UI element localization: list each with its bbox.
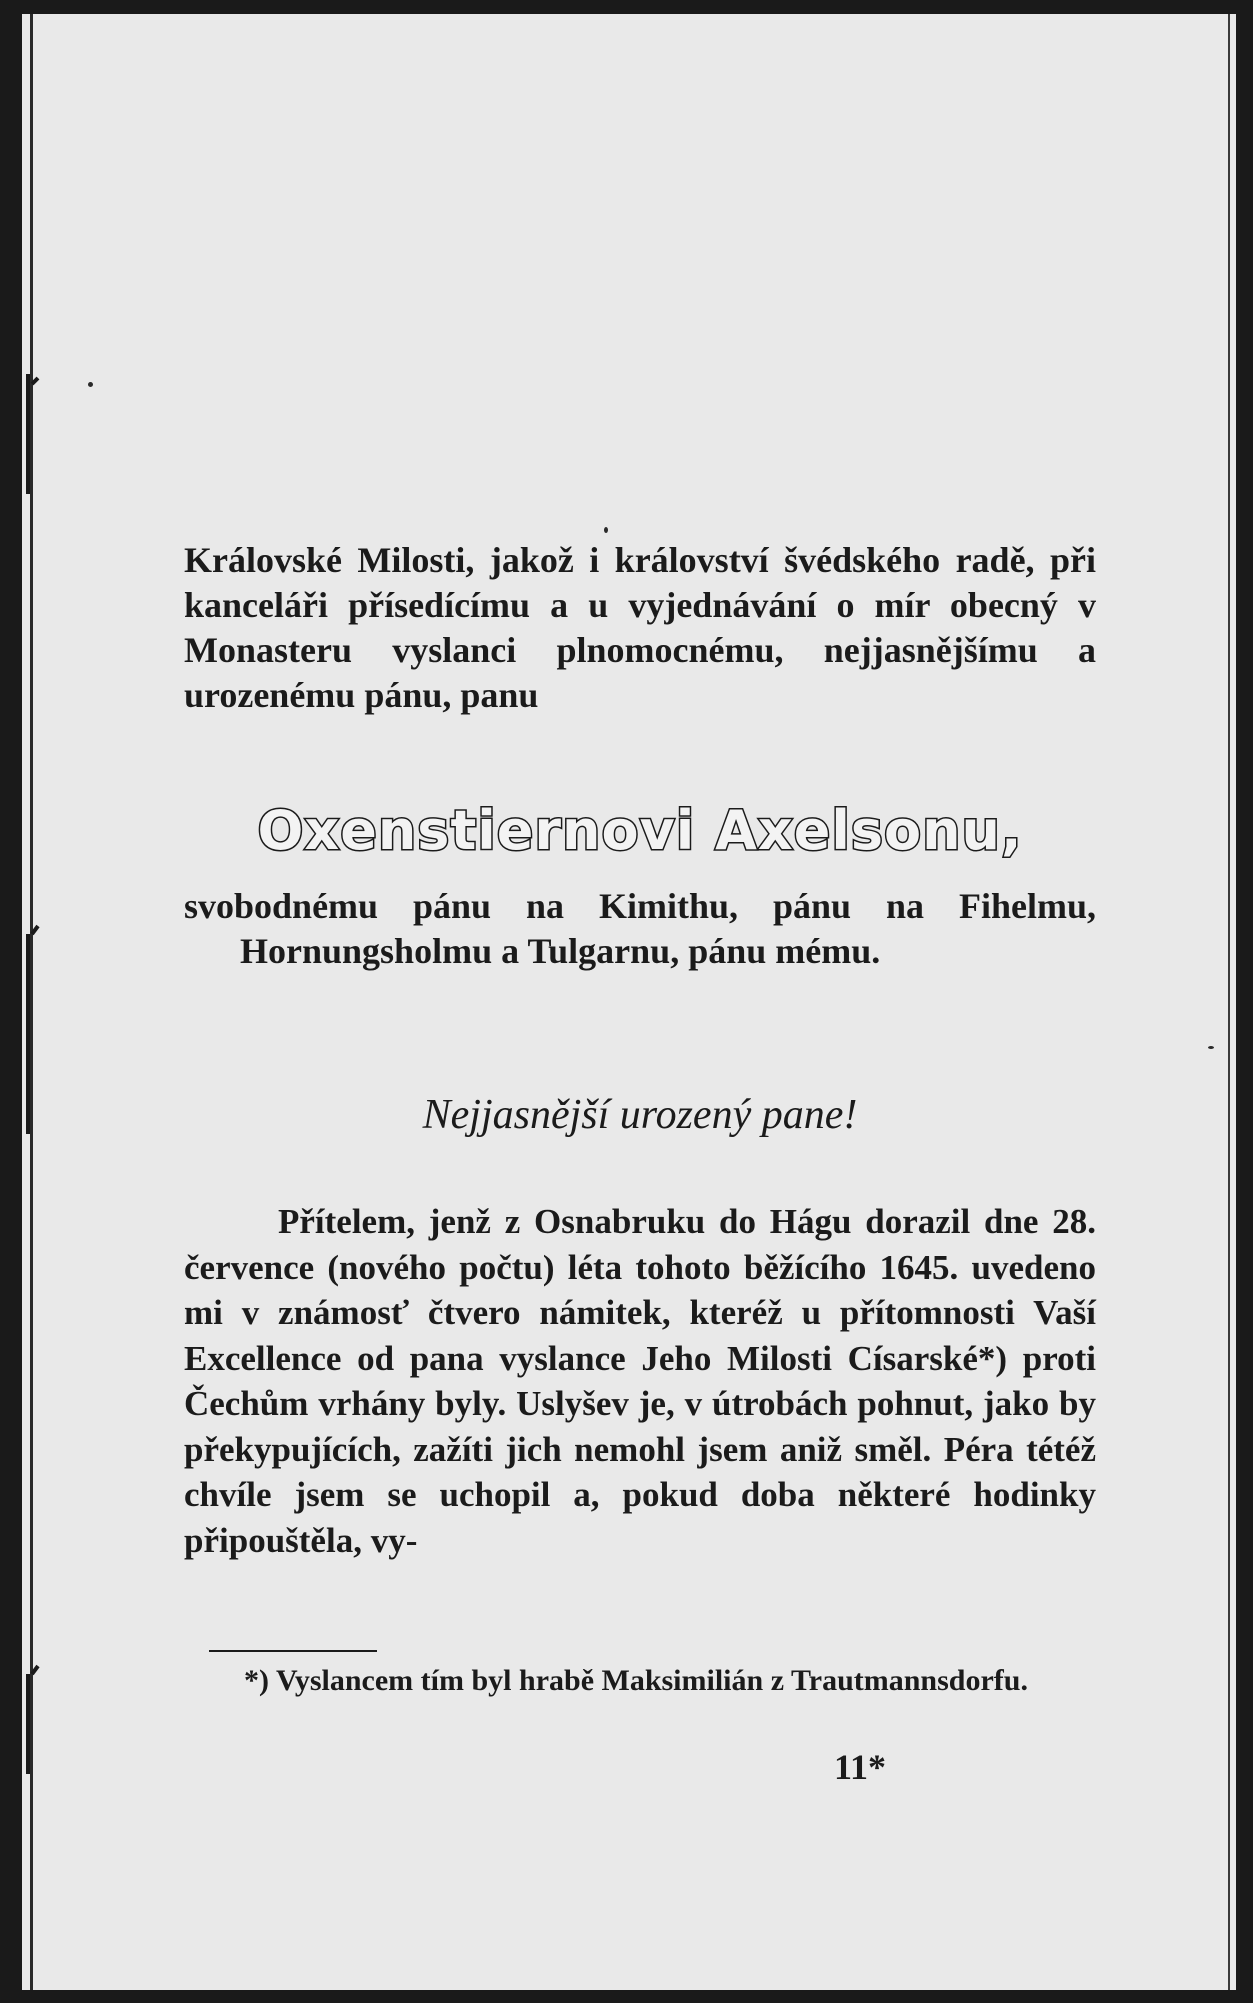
footnote-divider	[209, 1650, 377, 1652]
addressee-name: Oxenstiernovi Axelsonu,	[257, 799, 1023, 862]
binding-marks	[26, 374, 40, 1774]
footnote-text: *) Vyslancem tím byl hrabě Maksimilián z Trautmannsdorfu.	[244, 1664, 1028, 1697]
print-speck	[88, 382, 93, 387]
book-page	[22, 14, 1236, 1990]
body-paragraph	[184, 1199, 1096, 1563]
footnote	[184, 1662, 1096, 1700]
addressee-titles	[184, 884, 1096, 974]
salutation: Nejjasnější urozený pane!	[422, 1092, 858, 1138]
print-speck	[604, 527, 608, 533]
address-paragraph	[184, 538, 1096, 718]
body-text: Přítelem, jenž z Osnabruku do Hágu dorazil dne 28. července (nového počtu) léta tohoto běžícího 1645. uvedeno mi v známosť čtvero námitek, kteréž u přítomnosti Vaší Excellence od pana vyslance Jeho Milosti Císarské*) proti Čechům vrhány byly. Uslyšev je, v útrobách pohnut, jako by překypujících, zažíti jich nemohl jsem aniž směl. Péra tétéž chvíle jsem se uchopil a, pokud doba některé hodinky připouštěla, vy-	[184, 1202, 1096, 1560]
titles-line-1: svobodnému pánu na Kimithu, pánu na Fihelmu,	[184, 886, 1096, 926]
page-number: 11*	[834, 1747, 887, 1787]
address-text: Královské Milosti, jakož i království švédského radě, při kanceláři přísedícímu a u vyjednávání o mír obecný v Monasteru vyslanci plnomocnému, nejjasnějšímu a urozenému pánu, panu	[184, 540, 1096, 715]
page-right-edge	[1228, 14, 1236, 1990]
titles-line-2: Hornungsholmu a Tulgarnu, pánu mému.	[240, 931, 881, 971]
print-speck	[1208, 1046, 1214, 1049]
